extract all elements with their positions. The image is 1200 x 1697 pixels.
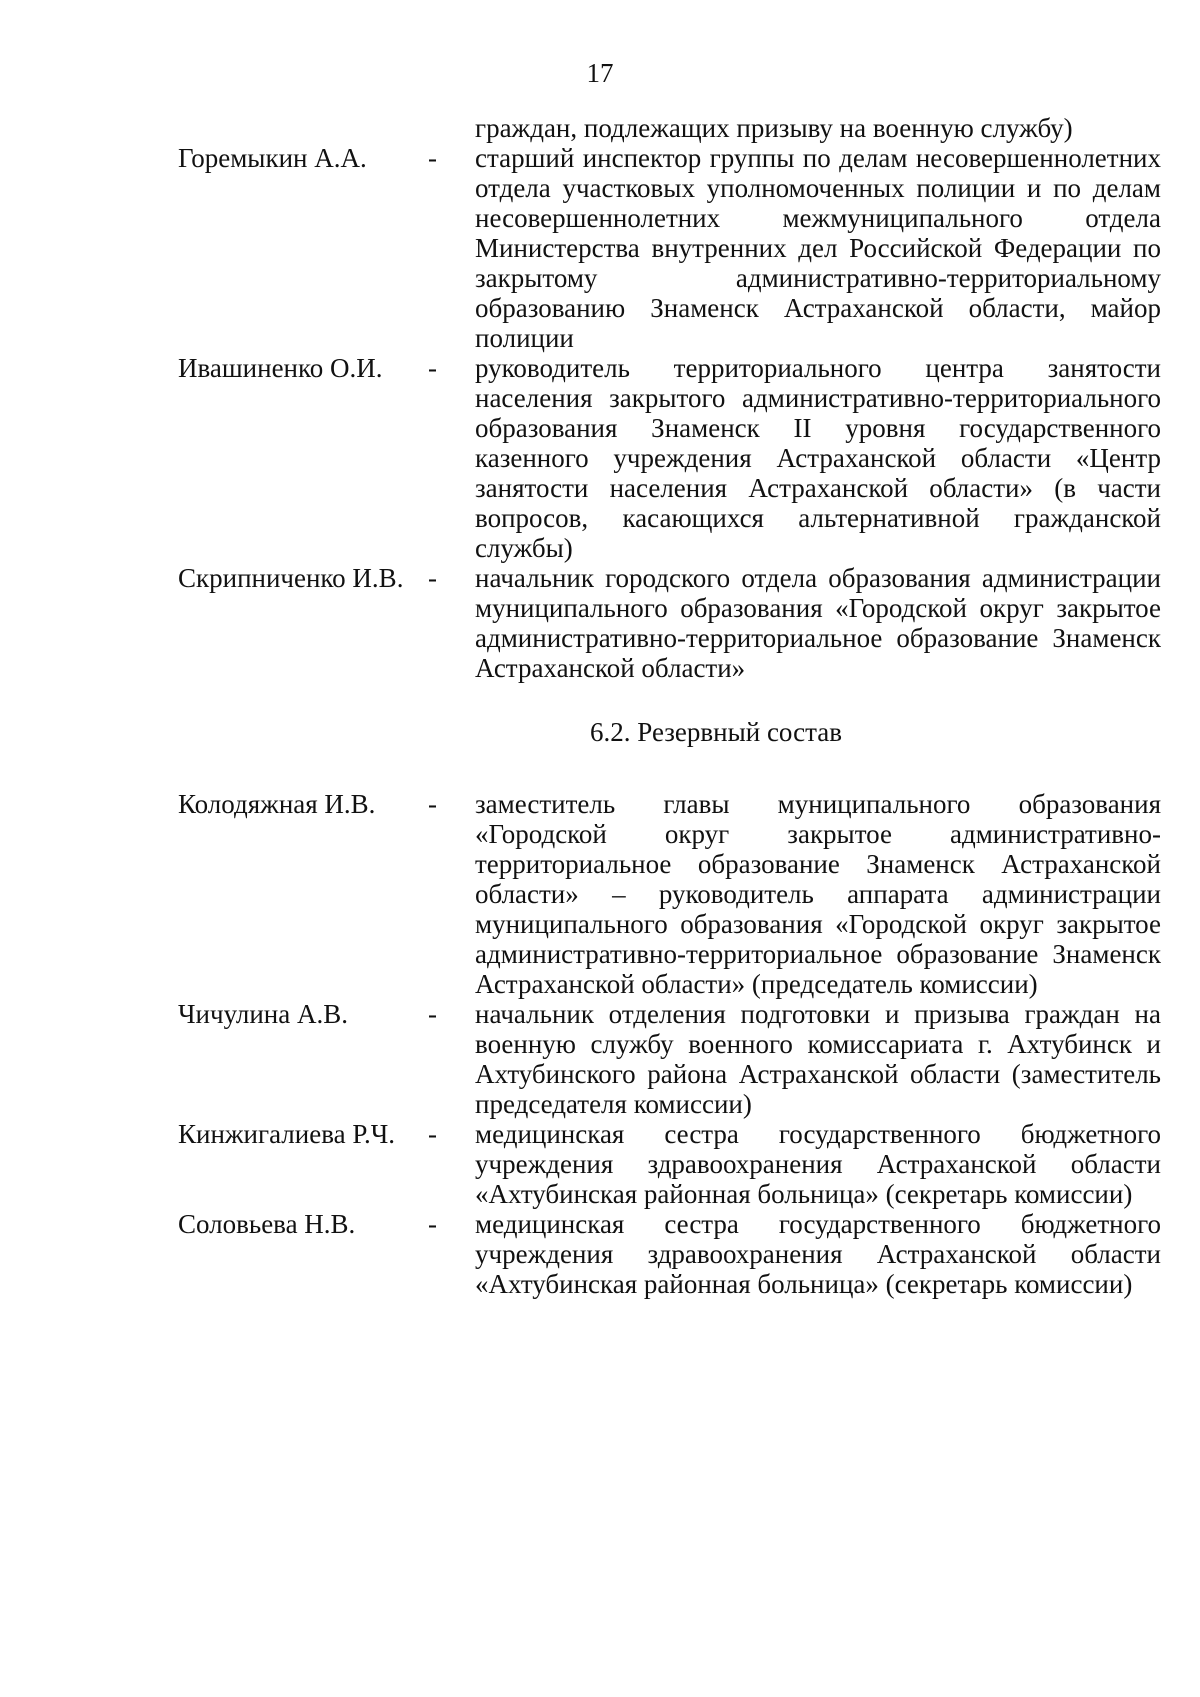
member-dash: - (428, 999, 437, 1029)
member-entry (178, 143, 1161, 353)
member-description: начальник городского отдела образования администрации муниципального образования «Городской округ закрытое административно-территориальное образование Знаменск Астраханской области» (475, 563, 1161, 683)
member-dash: - (428, 1209, 437, 1239)
section-title: 6.2. Резервный состав (590, 717, 842, 747)
member-entry (178, 999, 1161, 1119)
member-name: Чичулина А.В. (178, 999, 349, 1029)
member-dash: - (428, 143, 437, 173)
member-name: Ивашиненко О.И. (178, 353, 383, 383)
document-body (178, 113, 1161, 1299)
member-name: Горемыкин А.А. (178, 143, 367, 173)
member-description: руководитель территориального центра занятости населения закрытого административно-территориального образования Знаменск II уровня государственного казенного учреждения Астраханской области «Центр занятости населения Астраханской области» (в части вопросов, касающихся альтернативной гражданской службы) (475, 353, 1161, 563)
member-name: Кинжигалиева Р.Ч. (178, 1119, 396, 1149)
member-description: старший инспектор группы по делам несовершеннолетних отдела участковых уполномоченных полиции и по делам несовершеннолетних межмуниципального отдела Министерства внутренних дел Российской Федерации по закрытому административно-территориальному образованию Знаменск Астраханской области, майор полиции (475, 143, 1161, 353)
member-dash: - (428, 1119, 437, 1149)
continuation-text: граждан, подлежащих призыву на военную службу) (475, 113, 1073, 143)
member-entry (178, 1209, 1161, 1299)
member-name: Колодяжная И.В. (178, 789, 376, 819)
member-entry (178, 789, 1161, 999)
member-name: Скрипниченко И.В. (178, 563, 404, 593)
page-number: 17 (586, 58, 614, 88)
member-entry (178, 353, 1161, 563)
member-description: медицинская сестра государственного бюджетного учреждения здравоохранения Астраханской области «Ахтубинская районная больница» (секретарь комиссии) (475, 1209, 1161, 1299)
member-dash: - (428, 563, 437, 593)
member-entry (178, 1119, 1161, 1209)
main-members-list (178, 143, 1161, 683)
member-entry (178, 563, 1161, 683)
member-name: Соловьева Н.В. (178, 1209, 356, 1239)
reserve-members-list (178, 789, 1161, 1299)
member-description: заместитель главы муниципального образования «Городской округ закрытое административно-территориальное образование Знаменск Астраханской области» – руководитель аппарата администрации муниципального образования «Городской округ закрытое административно-территориальное образование Знаменск Астраханской области» (председатель комиссии) (475, 789, 1161, 999)
member-description: медицинская сестра государственного бюджетного учреждения здравоохранения Астраханской области «Ахтубинская районная больница» (секретарь комиссии) (475, 1119, 1161, 1209)
member-dash: - (428, 353, 437, 383)
member-dash: - (428, 789, 437, 819)
member-description: начальник отделения подготовки и призыва граждан на военную службу военного комиссариата г. Ахтубинск и Ахтубинского района Астраханской области (заместитель председателя комиссии) (475, 999, 1161, 1119)
